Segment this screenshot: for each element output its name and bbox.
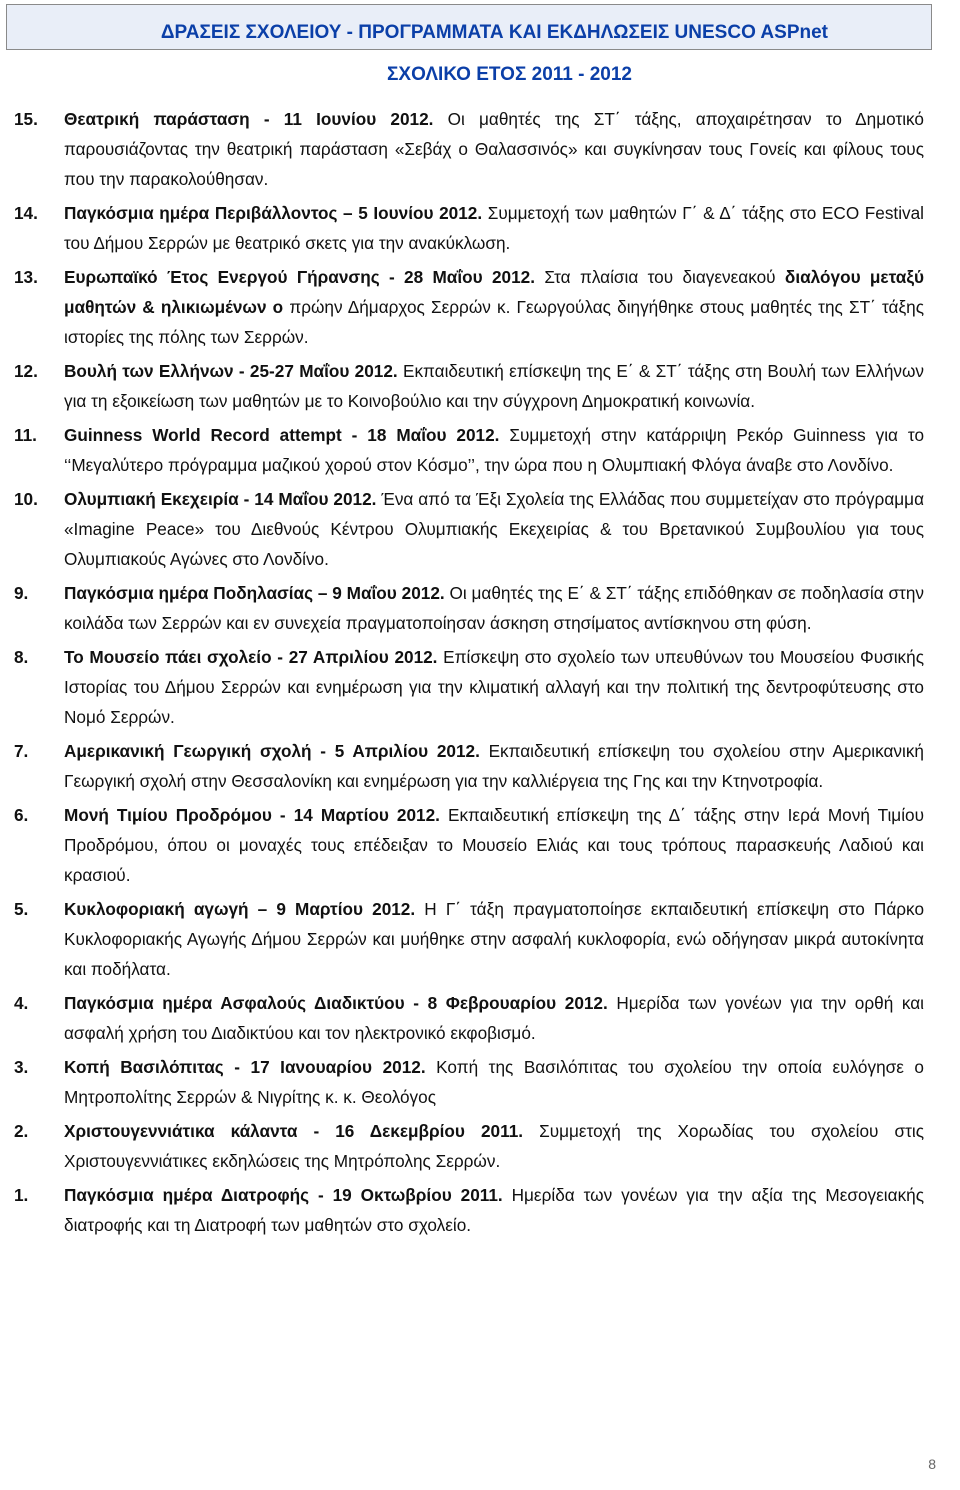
activities-list [0,104,960,1240]
school-year-text: ΣΧΟΛΙΚΟ ΕΤΟΣ 2011 - 2012 [387,64,632,85]
list-item [0,356,960,416]
item-title: Βουλή των Ελλήνων - 25-27 Μαΐου 2012. [64,361,398,381]
item-number: 2. [14,1121,29,1141]
item-text: Κοπή της Βασιλόπιτας του σχολείου την οποία ευλόγησε ο Μητροπολίτης Σερρών & Νιγρίτης κ. κ. Θεολόγος [64,1057,924,1107]
item-text: Συμμετοχή στην κατάρριψη Ρεκόρ Guinness για το ‘‘Μεγαλύτερο πρόγραμμα μαζικού χορού στον Κόσμο’’, την ώρα που η Ολυμπιακή Φλόγα άναβε στο Λονδίνο. [64,425,925,475]
list-item [0,420,960,480]
list-item [0,736,960,796]
item-text: Εκπαιδευτική επίσκεψη του σχολείου στην Αμερικανική Γεωργική σχολή στην Θεσσαλονίκη και ενημέρωση για την καλλιέργεια της Γης και την Κτηνοτροφία. [64,741,924,791]
list-item [0,800,960,890]
item-text: Συμμετοχή των μαθητών Γ΄ & Δ΄ τάξης στο ECO Festival του Δήμου Σερρών με θεατρικό σκετς για την ανακύκλωση. [64,203,924,253]
item-text: Στα πλαίσια του διαγενεακού [535,267,785,287]
list-item [0,484,960,574]
page-number: 8 [928,1456,936,1472]
item-number: 5. [14,899,29,919]
list-item [0,198,960,258]
item-title: Το Μουσείο πάει σχολείο - 27 Απριλίου 2012. [64,647,438,667]
list-item [0,1052,960,1112]
item-title: Guinness World Record attempt - 18 Μαΐου 2012. [64,425,500,445]
item-number: 13. [14,267,38,287]
item-number: 4. [14,993,29,1013]
item-title: Χριστουγεννιάτικα κάλαντα - 16 Δεκεμβρίου 2011. [64,1121,524,1141]
item-title: Θεατρική παράσταση - 11 Ιουνίου 2012. [64,109,434,129]
school-year [0,64,960,86]
item-number: 9. [14,583,29,603]
item-number: 8. [14,647,29,667]
item-number: 1. [14,1185,29,1205]
list-item [0,578,960,638]
list-item [0,1180,960,1240]
item-title: Ολυμπιακή Εκεχειρία - 14 Μαΐου 2012. [64,489,377,509]
item-title-continued: διαλόγου μεταξύ μαθητών & ηλικιωμένων ο [64,267,925,317]
item-text: Συμμετοχή της Χορωδίας του σχολείου στις Χριστουγεννιάτικες εκδηλώσεις της Μητρόπολης Σερρών. [64,1121,924,1171]
item-title: Παγκόσμια ημέρα Ποδηλασίας – 9 Μαΐου 2012. [64,583,445,603]
item-title: Κυκλοφοριακή αγωγή – 9 Μαρτίου 2012. [64,899,416,919]
item-number: 12. [14,361,38,381]
item-number: 15. [14,109,38,129]
item-title: Παγκόσμια ημέρα Διατροφής - 19 Οκτωβρίου 2011. [64,1185,503,1205]
list-item [0,104,960,194]
item-text: Ημερίδα των γονέων για την ορθή και ασφαλή χρήση του Διαδικτύου και τον ηλεκτρονικό εκφοβισμό. [64,993,925,1043]
item-number: 14. [14,203,38,223]
item-text: Οι μαθητές της ΣΤ΄ τάξης, αποχαιρέτησαν το Δημοτικό παρουσιάζοντας την θεατρική παράσταση «Σεβάχ ο Θαλασσινός» και συγκίνησαν τους Γονείς και φίλους τους που την παρακολούθησαν. [64,109,924,189]
item-text: Επίσκεψη στο σχολείο των υπευθύνων του Μουσείου Φυσικής Ιστορίας του Δήμου Σερρών και ενημέρωση για την κλιματική αλλαγή και την πολιτική της δεντροφύτευσης στο Νομό Σερρών. [64,647,924,727]
item-text: Ένα από τα Έξι Σχολεία της Ελλάδας που συμμετείχαν στο πρόγραμμα «Imagine Peace» του Διεθνούς Κέντρου Ολυμπιακής Εκεχειρίας & του Βρετανικού Συμβουλίου για τους Ολυμπιακούς Αγώνες στο Λονδίνο. [64,489,925,569]
item-title: Κοπή Βασιλόπιτας - 17 Ιανουαρίου 2012. [64,1057,426,1077]
item-number: 3. [14,1057,29,1077]
item-number: 10. [14,489,38,509]
item-title: Παγκόσμια ημέρα Περιβάλλοντος – 5 Ιουνίου 2012. [64,203,483,223]
item-text: Η Γ΄ τάξη πραγματοποίησε εκπαιδευτική επίσκεψη στο Πάρκο Κυκλοφοριακής Αγωγής Δήμου Σερρών και μυήθηκε στην ασφαλή κυκλοφορία, ενώ οδήγησαν μικρά αυτοκίνητα και ποδήλατα. [64,899,925,979]
item-number: 6. [14,805,29,825]
item-text: Εκπαιδευτική επίσκεψη της Δ΄ τάξης στην Ιερά Μονή Τιμίου Προδρόμου, όπου οι μοναχές τους επέδειξαν το Μουσείο Ελιάς και τους τρόπους παρασκευής Λαδιού και κρασιού. [64,805,924,885]
item-text: Εκπαιδευτική επίσκεψη της Ε΄ & ΣΤ΄ τάξης στη Βουλή των Ελλήνων για τη εξοικείωση των μαθητών με το Κοινοβούλιο και την σύγχρονη Δημοκρατική κοινωνία. [64,361,924,411]
item-title: Αμερικανική Γεωργική σχολή - 5 Απριλίου 2012. [64,741,480,761]
item-text: Ημερίδα των γονέων για την αξία της Μεσογειακής διατροφής και τη Διατροφή των μαθητών στο σχολείο. [64,1185,924,1235]
item-text: Οι μαθητές της Ε΄ & ΣΤ΄ τάξης επιδόθηκαν σε ποδηλασία στην κοιλάδα των Σερρών και εν συνεχεία πραγματοποίησαν άσκηση στησίματος αντίσκηνου στη φύση. [64,583,924,633]
item-title: Ευρωπαϊκό Έτος Ενεργού Γήρανσης - 28 Μαΐου 2012. [64,267,535,287]
list-item [0,1116,960,1176]
item-number: 7. [14,741,29,761]
list-item [0,894,960,984]
header-title [0,22,948,44]
item-number: 11. [14,425,37,445]
header-title-text: ΔΡΑΣΕΙΣ ΣΧΟΛΕΙΟΥ - ΠΡΟΓΡΑΜΜΑΤΑ ΚΑΙ ΕΚΔΗΛΩΣΕΙΣ UNESCO ASPnet [160,22,828,43]
item-title: Μονή Τιμίου Προδρόμου - 14 Μαρτίου 2012. [64,805,440,825]
item-text-continued: πρώην Δήμαρχος Σερρών κ. Γεωργούλας διηγήθηκε στους μαθητές της ΣΤ΄ τάξης ιστορίες της πόλης των Σερρών. [64,297,924,347]
list-item [0,988,960,1048]
list-item [0,262,960,352]
item-title: Παγκόσμια ημέρα Ασφαλούς Διαδικτύου - 8 Φεβρουαρίου 2012. [64,993,608,1013]
list-item [0,642,960,732]
